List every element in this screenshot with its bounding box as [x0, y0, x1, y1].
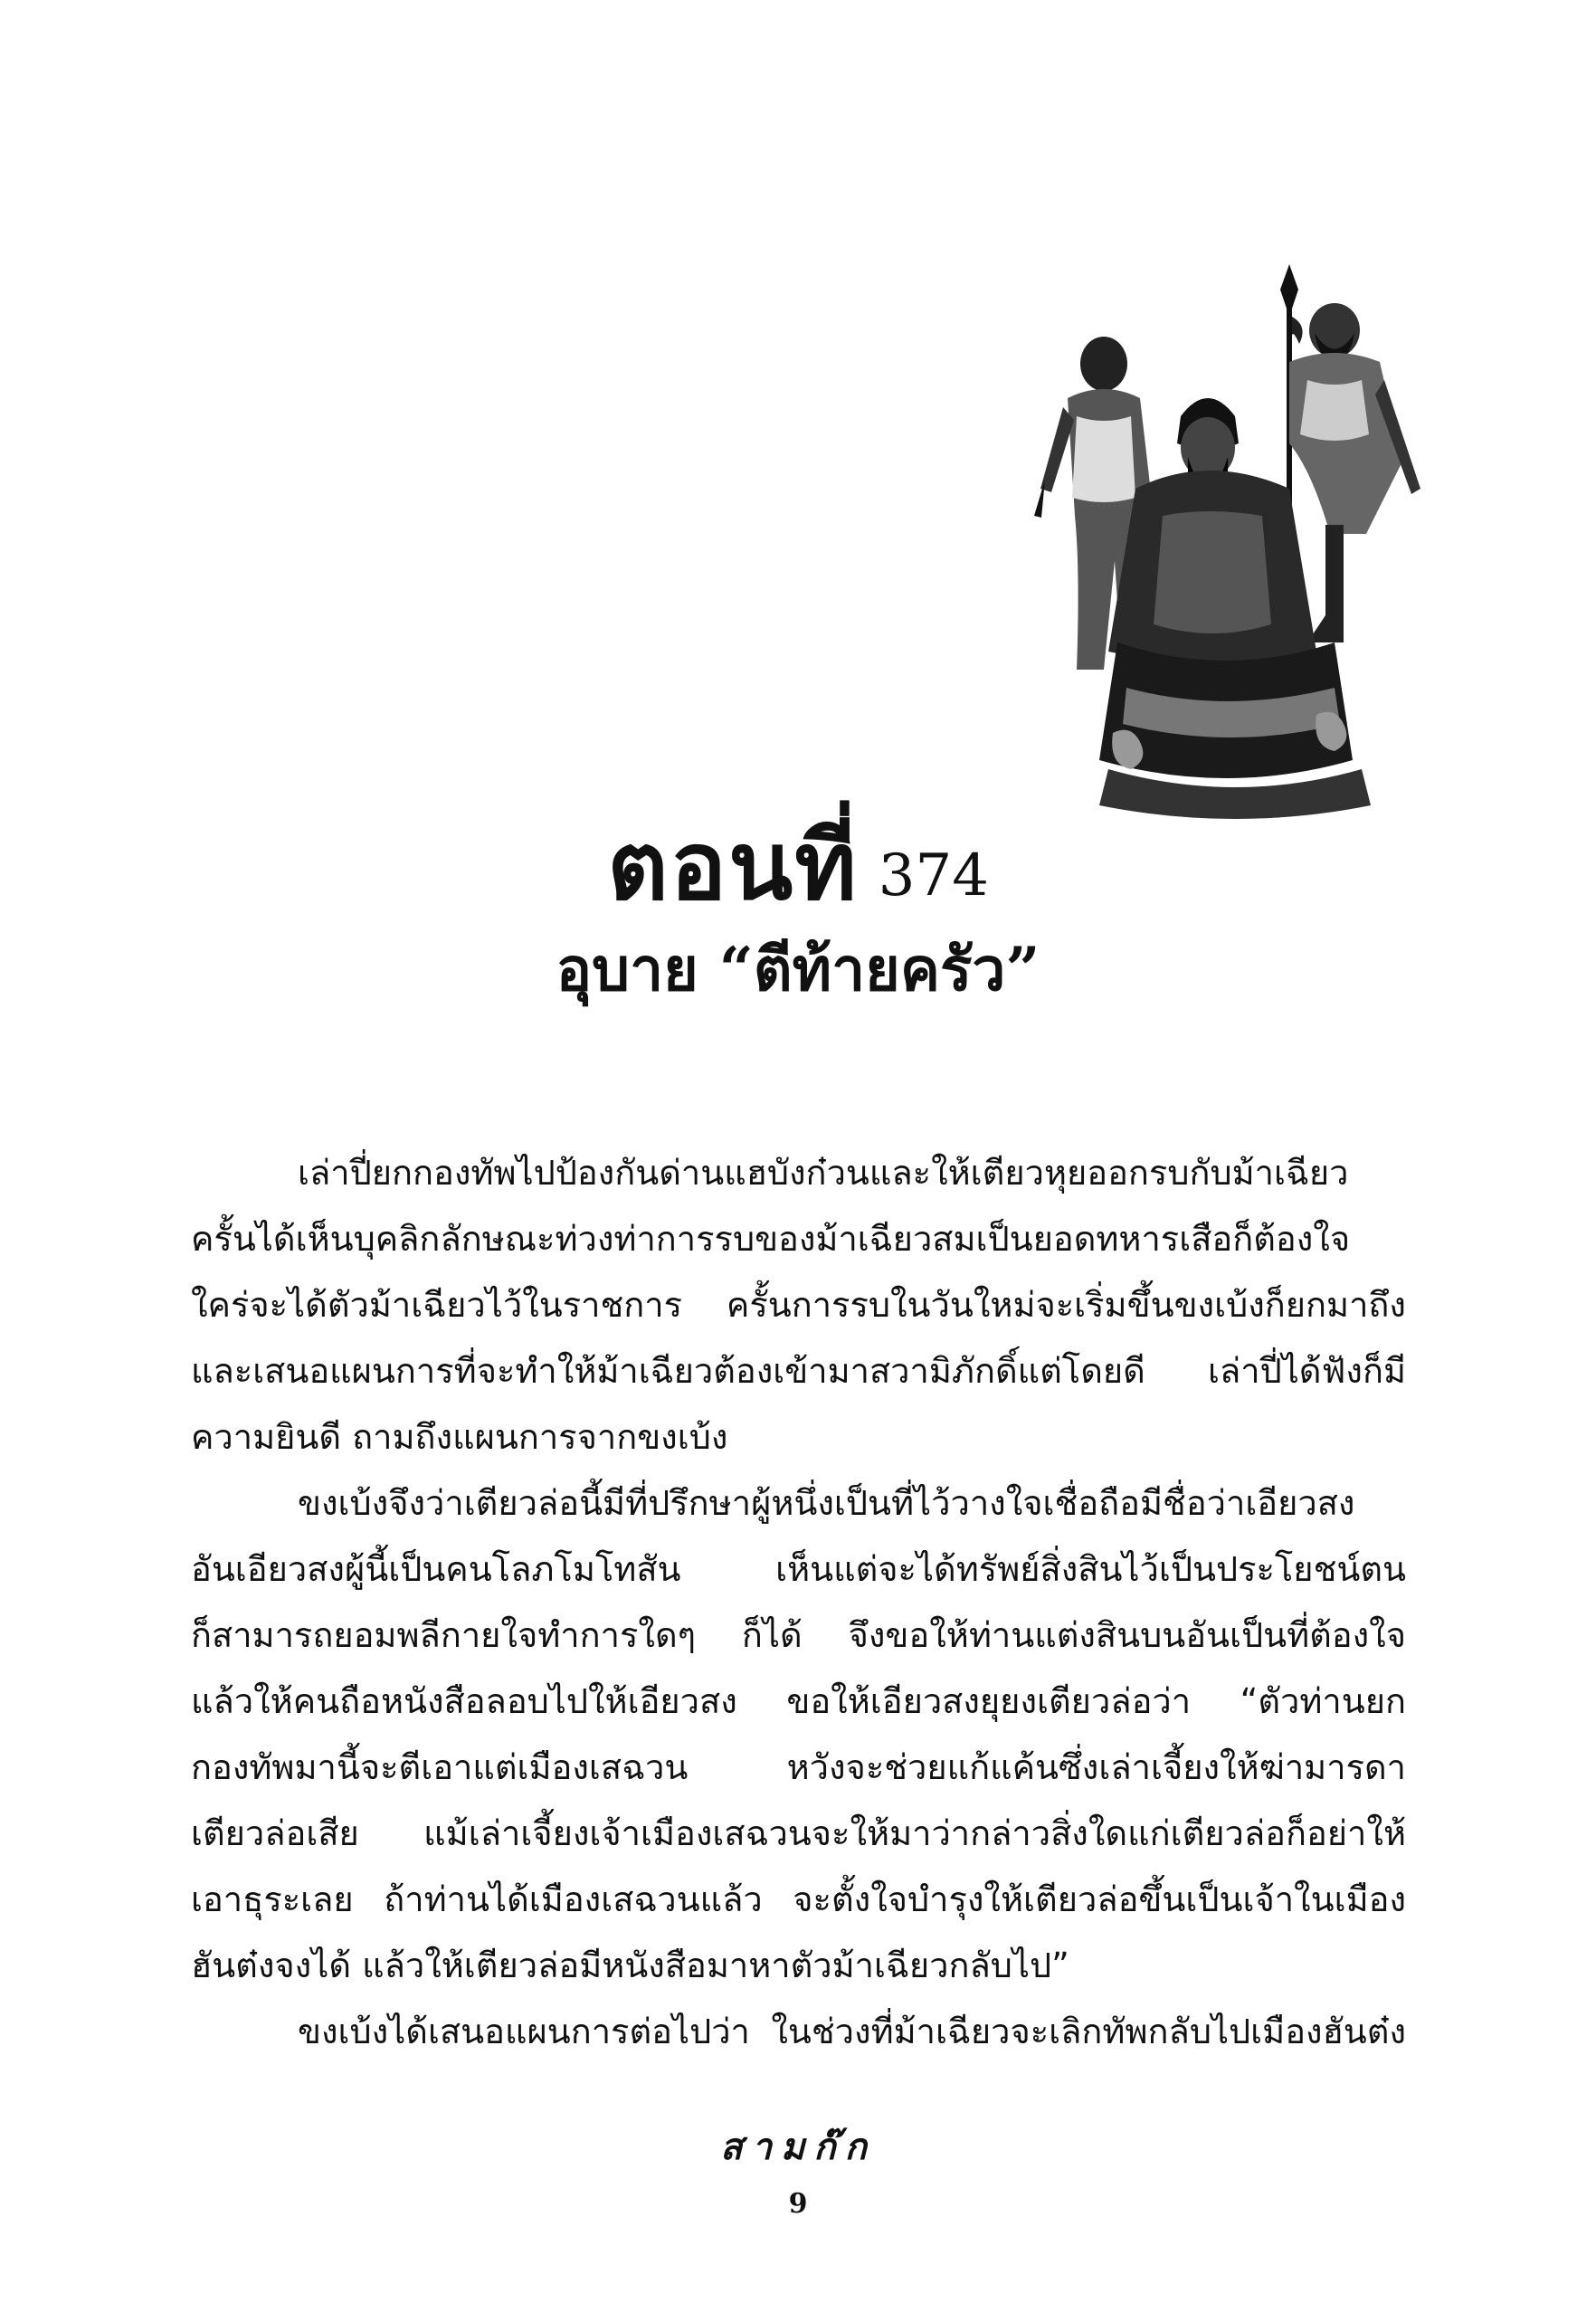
- body-text: [191, 1140, 1406, 2065]
- text-line: ก็สามารถยอมพลีกายใจทำการใดๆ ก็ได้ จึงขอให้ท่านแต่งสินบนอันเป็นที่ต้องใจ: [191, 1615, 1406, 1655]
- page-number: 9: [788, 2188, 808, 2220]
- text-line: แล้วให้คนถือหนังสือลอบไปให้เอียวสง ขอให้เอียวสงยุยงเตียวล่อว่า “ตัวท่านยก: [191, 1681, 1406, 1721]
- warriors-illustration: [1027, 262, 1430, 822]
- text-line: และเสนอแผนการที่จะทำให้ม้าเฉียวต้องเข้ามาสวามิภักดิ์แต่โดยดี เล่าปี่ได้ฟังก็มี: [191, 1351, 1406, 1391]
- text-line: เตียวล่อเสีย แม้เล่าเจี้ยงเจ้าเมืองเสฉวนจะให้มาว่ากล่าวสิ่งใดแก่เตียวล่อก็อย่าให้: [191, 1813, 1406, 1853]
- text-line: ครั้นได้เห็นบุคลิกลักษณะท่วงท่าการรบของม้าเฉียวสมเป็นยอดทหารเสือก็ต้องใจ: [191, 1219, 1351, 1259]
- book-title-footer: สามก๊ก: [720, 2126, 876, 2168]
- text-line: กองทัพมานี้จะตีเอาแต่เมืองเสฉวน หวังจะช่วยแก้แค้นซึ่งเล่าเจี้ยงให้ฆ่ามารดา: [191, 1747, 1406, 1787]
- chapter-heading: [0, 810, 1596, 921]
- text-line: เอาธุระเลย ถ้าท่านได้เมืองเสฉวนแล้ว จะตั้งใจบำรุงให้เตียวล่อขึ้นเป็นเจ้าในเมือง: [191, 1879, 1406, 1919]
- text-line: ขงเบ้งจึงว่าเตียวล่อนี้มีที่ปรึกษาผู้หนึ่งเป็นที่ไว้วางใจเชื่อถือมีชื่อว่าเอียวสง: [298, 1483, 1355, 1523]
- chapter-subtitle: อุบาย “ตีท้ายครัว”: [556, 934, 1040, 1004]
- chapter-number: 374: [878, 842, 989, 909]
- chapter-word: ตอนที่: [607, 810, 859, 921]
- text-line: ฮันต๋งจงได้ แล้วให้เตียวล่อมีหนังสือมาหาตัวม้าเฉียวกลับไป”: [191, 1946, 1069, 1985]
- text-line: เล่าปี่ยกกองทัพไปป้องกันด่านแฮบังก๋วนและให้เตียวหุยออกรบกับม้าเฉียว: [298, 1153, 1349, 1193]
- text-line: ใคร่จะได้ตัวม้าเฉียวไว้ในราชการ ครั้นการรบในวันใหม่จะเริ่มขึ้นขงเบ้งก็ยกมาถึง: [191, 1285, 1406, 1325]
- text-line: ความยินดี ถามถึงแผนการจากขงเบ้ง: [191, 1417, 728, 1457]
- text-line: ขงเบ้งได้เสนอแผนการต่อไปว่า ในช่วงที่ม้าเฉียวจะเลิกทัพกลับไปเมืองฮันต๋ง: [298, 2012, 1406, 2051]
- text-line: อันเอียวสงผู้นี้เป็นคนโลภโมโทสัน เห็นแต่จะได้ทรัพย์สิ่งสินไว้เป็นประโยชน์ตน: [191, 1549, 1406, 1589]
